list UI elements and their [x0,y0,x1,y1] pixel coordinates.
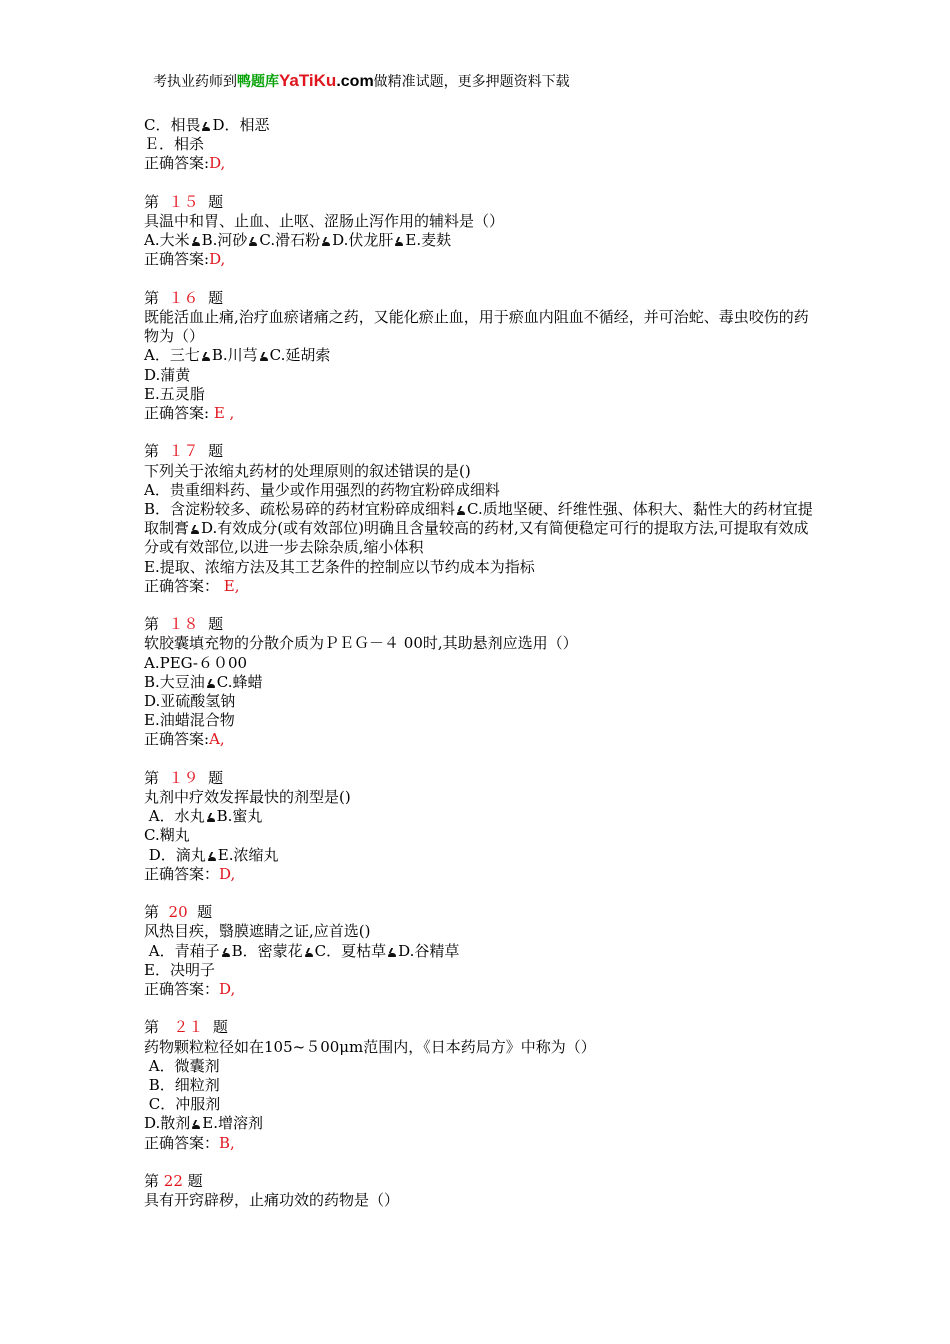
question-suffix: 题 [198,442,224,461]
answer-value: E , [209,404,235,423]
spacer [144,270,814,289]
option-separator-icon [206,812,216,822]
option-separator-icon [387,947,397,957]
answer-label: 正确答案: [144,730,210,749]
question-14-options-cd [144,116,814,135]
option-a: A．青葙子 [144,941,220,960]
question-suffix: 题 [198,192,224,211]
question-18-option-a: A.PEG-６０00 [144,653,248,672]
question-22-title [144,1172,814,1191]
option-separator-icon [221,947,231,957]
question-suffix: 题 [182,1172,203,1191]
option-separator-icon [456,505,466,515]
option-e: E.增溶剂 [202,1114,263,1133]
brand-name-en: YaTiKu [279,71,337,90]
question-number: １９ [168,768,199,787]
option-separator-icon [321,236,331,246]
question-17-options-bcd [144,500,814,558]
answer-value: B, [219,1133,235,1152]
question-19-options-ab [144,807,814,826]
question-19-stem: 丸剂中疗效发挥最快的剂型是() [144,788,351,807]
option-separator-icon [191,1119,201,1129]
answer-label: 正确答案： [144,980,220,999]
question-number: １６ [168,288,199,307]
answer-label: 正确答案: [144,250,210,269]
question-21-option-c: C．冲服剂 [144,1095,221,1114]
page-header [153,71,570,92]
header-suffix: 做精准试题，更多押题资料下载 [373,74,570,90]
option-d: D．相恶 [212,116,270,134]
option-separator-icon [207,851,217,861]
question-20-stem: 风热目疾，翳膜遮睛之证,应首选() [144,922,371,941]
option-c: C.滑石粉 [259,231,321,250]
question-prefix: 第 [144,903,169,922]
option-separator-icon [201,121,211,131]
question-number: １５ [168,192,199,211]
spacer [144,999,814,1018]
answer-value: D, [209,154,226,173]
question-22-stem: 具有开窍辟秽，止痛功效的药物是（） [144,1191,400,1210]
option-b: B．密蒙花 [231,941,303,960]
question-number: ２１ [173,1018,204,1037]
question-17-option-e: E.提取、浓缩方法及其工艺条件的控制应以节约成本为指标 [144,557,535,576]
option-separator-icon [206,678,216,688]
question-17-title [144,442,814,461]
option-separator-icon [259,351,269,361]
option-c: C.质地坚硬、纤维性强、体积大、黏性大的药材宜提取制膏 [144,500,813,538]
question-suffix: 题 [198,615,224,634]
answer-value: E, [219,576,240,595]
answer-value: D, [209,250,226,269]
spacer [144,423,814,442]
question-suffix: 题 [203,1018,228,1037]
option-c: C.延胡索 [269,346,331,365]
question-15-title [144,193,814,212]
option-separator-icon [190,524,200,534]
question-16-option-e: E.五灵脂 [144,384,205,403]
spacer [144,1153,814,1172]
answer-value: A, [209,730,225,749]
question-prefix: 第 [144,442,169,461]
question-14-answer [144,154,814,173]
option-b: B.河砂 [201,231,248,250]
option-a: A．三七 [144,346,200,365]
question-21-options-de [144,1114,814,1133]
answer-value: D, [219,864,236,883]
option-separator-icon [191,236,201,246]
question-18-title [144,615,814,634]
brand-name-cn: 鸭题库 [237,74,279,90]
question-number: 20 [168,903,188,922]
question-19-option-c: C.糊丸 [144,826,190,845]
spacer [144,596,814,615]
option-e: E.浓缩丸 [217,845,279,864]
question-18-stem: 软胶囊填充物的分散介质为ＰＥＧ－４ 00时,其助悬剂应选用（） [144,634,578,653]
question-suffix: 题 [187,903,213,922]
question-15-stem: 具温中和胃、止血、止呕、涩肠止泻作用的辅料是（） [144,212,505,230]
question-21-stem: 药物颗粒粒径如在105~５00μm范围内，《日本药局方》中称为（） [144,1037,596,1056]
question-17-option-a: A．贵重细料药、量少或作用强烈的药物宜粉碎成细料 [144,480,500,499]
question-17-stem: 下列关于浓缩丸药材的处理原则的叙述错误的是() [144,461,471,480]
question-prefix: 第 [144,288,169,307]
option-a: A．水丸 [144,807,205,826]
question-15-answer [144,250,814,269]
brand-domain: .com [336,73,374,90]
answer-value: D, [219,980,236,999]
option-d: D.散剂 [144,1114,191,1133]
question-prefix: 第 [144,1172,164,1191]
option-c: C．夏枯草 [314,941,387,960]
question-19-options-de [144,846,814,865]
option-separator-icon [304,947,314,957]
question-17-answer [144,577,814,596]
question-21-title [144,1018,814,1037]
question-18-option-e: E.油蜡混合物 [144,711,235,730]
option-d: D.有效成分(或有效部位)明确且含量较高的药材,又有简便稳定可行的提取方法,可提取有效成分或有效部位,以进一步去除杂质,缩小体积 [144,519,809,557]
question-21-answer [144,1134,814,1153]
question-prefix: 第 [144,615,169,634]
answer-label: 正确答案: [144,154,210,173]
question-number: 22 [163,1172,183,1191]
option-c: C．相畏 [144,116,201,134]
answer-label: 正确答案： [144,576,220,595]
question-21-option-b: B．细粒剂 [144,1076,220,1095]
question-18-option-d: D.亚硫酸氢钠 [144,692,236,711]
question-19-answer [144,865,814,884]
question-16-title [144,289,814,308]
option-c: C.蜂蜡 [216,672,263,691]
spacer [144,174,814,193]
option-separator-icon [394,236,404,246]
question-14-option-e: Ｅ．相杀 [144,135,205,154]
question-prefix: 第 [144,1018,174,1037]
question-prefix: 第 [144,768,169,787]
option-d: D．滴丸 [144,845,206,864]
question-suffix: 题 [198,768,224,787]
question-16-option-d: D.蒲黄 [144,365,191,384]
header-prefix: 考执业药师到 [153,74,237,90]
option-separator-icon [201,351,211,361]
spacer [144,750,814,769]
question-list [144,116,814,1210]
option-b: B．含淀粉较多、疏松易碎的药材宜粉碎成细料 [144,500,456,519]
option-b: B.川芎 [211,346,258,365]
question-prefix: 第 [144,192,169,211]
question-19-title [144,769,814,788]
question-number: １７ [168,442,199,461]
question-21-option-a: A．微囊剂 [144,1056,220,1075]
answer-label: 正确答案： [144,864,220,883]
option-a: A.大米 [144,231,190,250]
answer-label: 正确答案: [144,404,210,423]
question-number: １８ [168,615,199,634]
option-b: B.大豆油 [144,672,205,691]
question-16-answer [144,404,814,423]
option-d: D.谷精草 [398,941,460,960]
question-16-options-abc [144,346,814,365]
question-20-title [144,903,814,922]
answer-label: 正确答案： [144,1133,220,1152]
question-16-stem: 既能活血止痛,治疗血瘀诸痛之药，又能化瘀止血，用于瘀血内阻血不循经，并可治蛇、毒虫咬伤的药物为（） [144,308,809,346]
question-18-options-bc [144,673,814,692]
spacer [144,884,814,903]
question-20-option-e: E．决明子 [144,960,215,979]
option-d: D.伏龙肝 [332,231,394,250]
option-e: E.麦麸 [405,231,452,250]
question-suffix: 题 [198,288,224,307]
question-18-answer [144,730,814,749]
question-20-answer [144,980,814,999]
option-separator-icon [248,236,258,246]
question-20-options-abcd [144,942,814,961]
question-15-options [144,231,814,250]
option-b: B.蜜丸 [216,807,263,826]
